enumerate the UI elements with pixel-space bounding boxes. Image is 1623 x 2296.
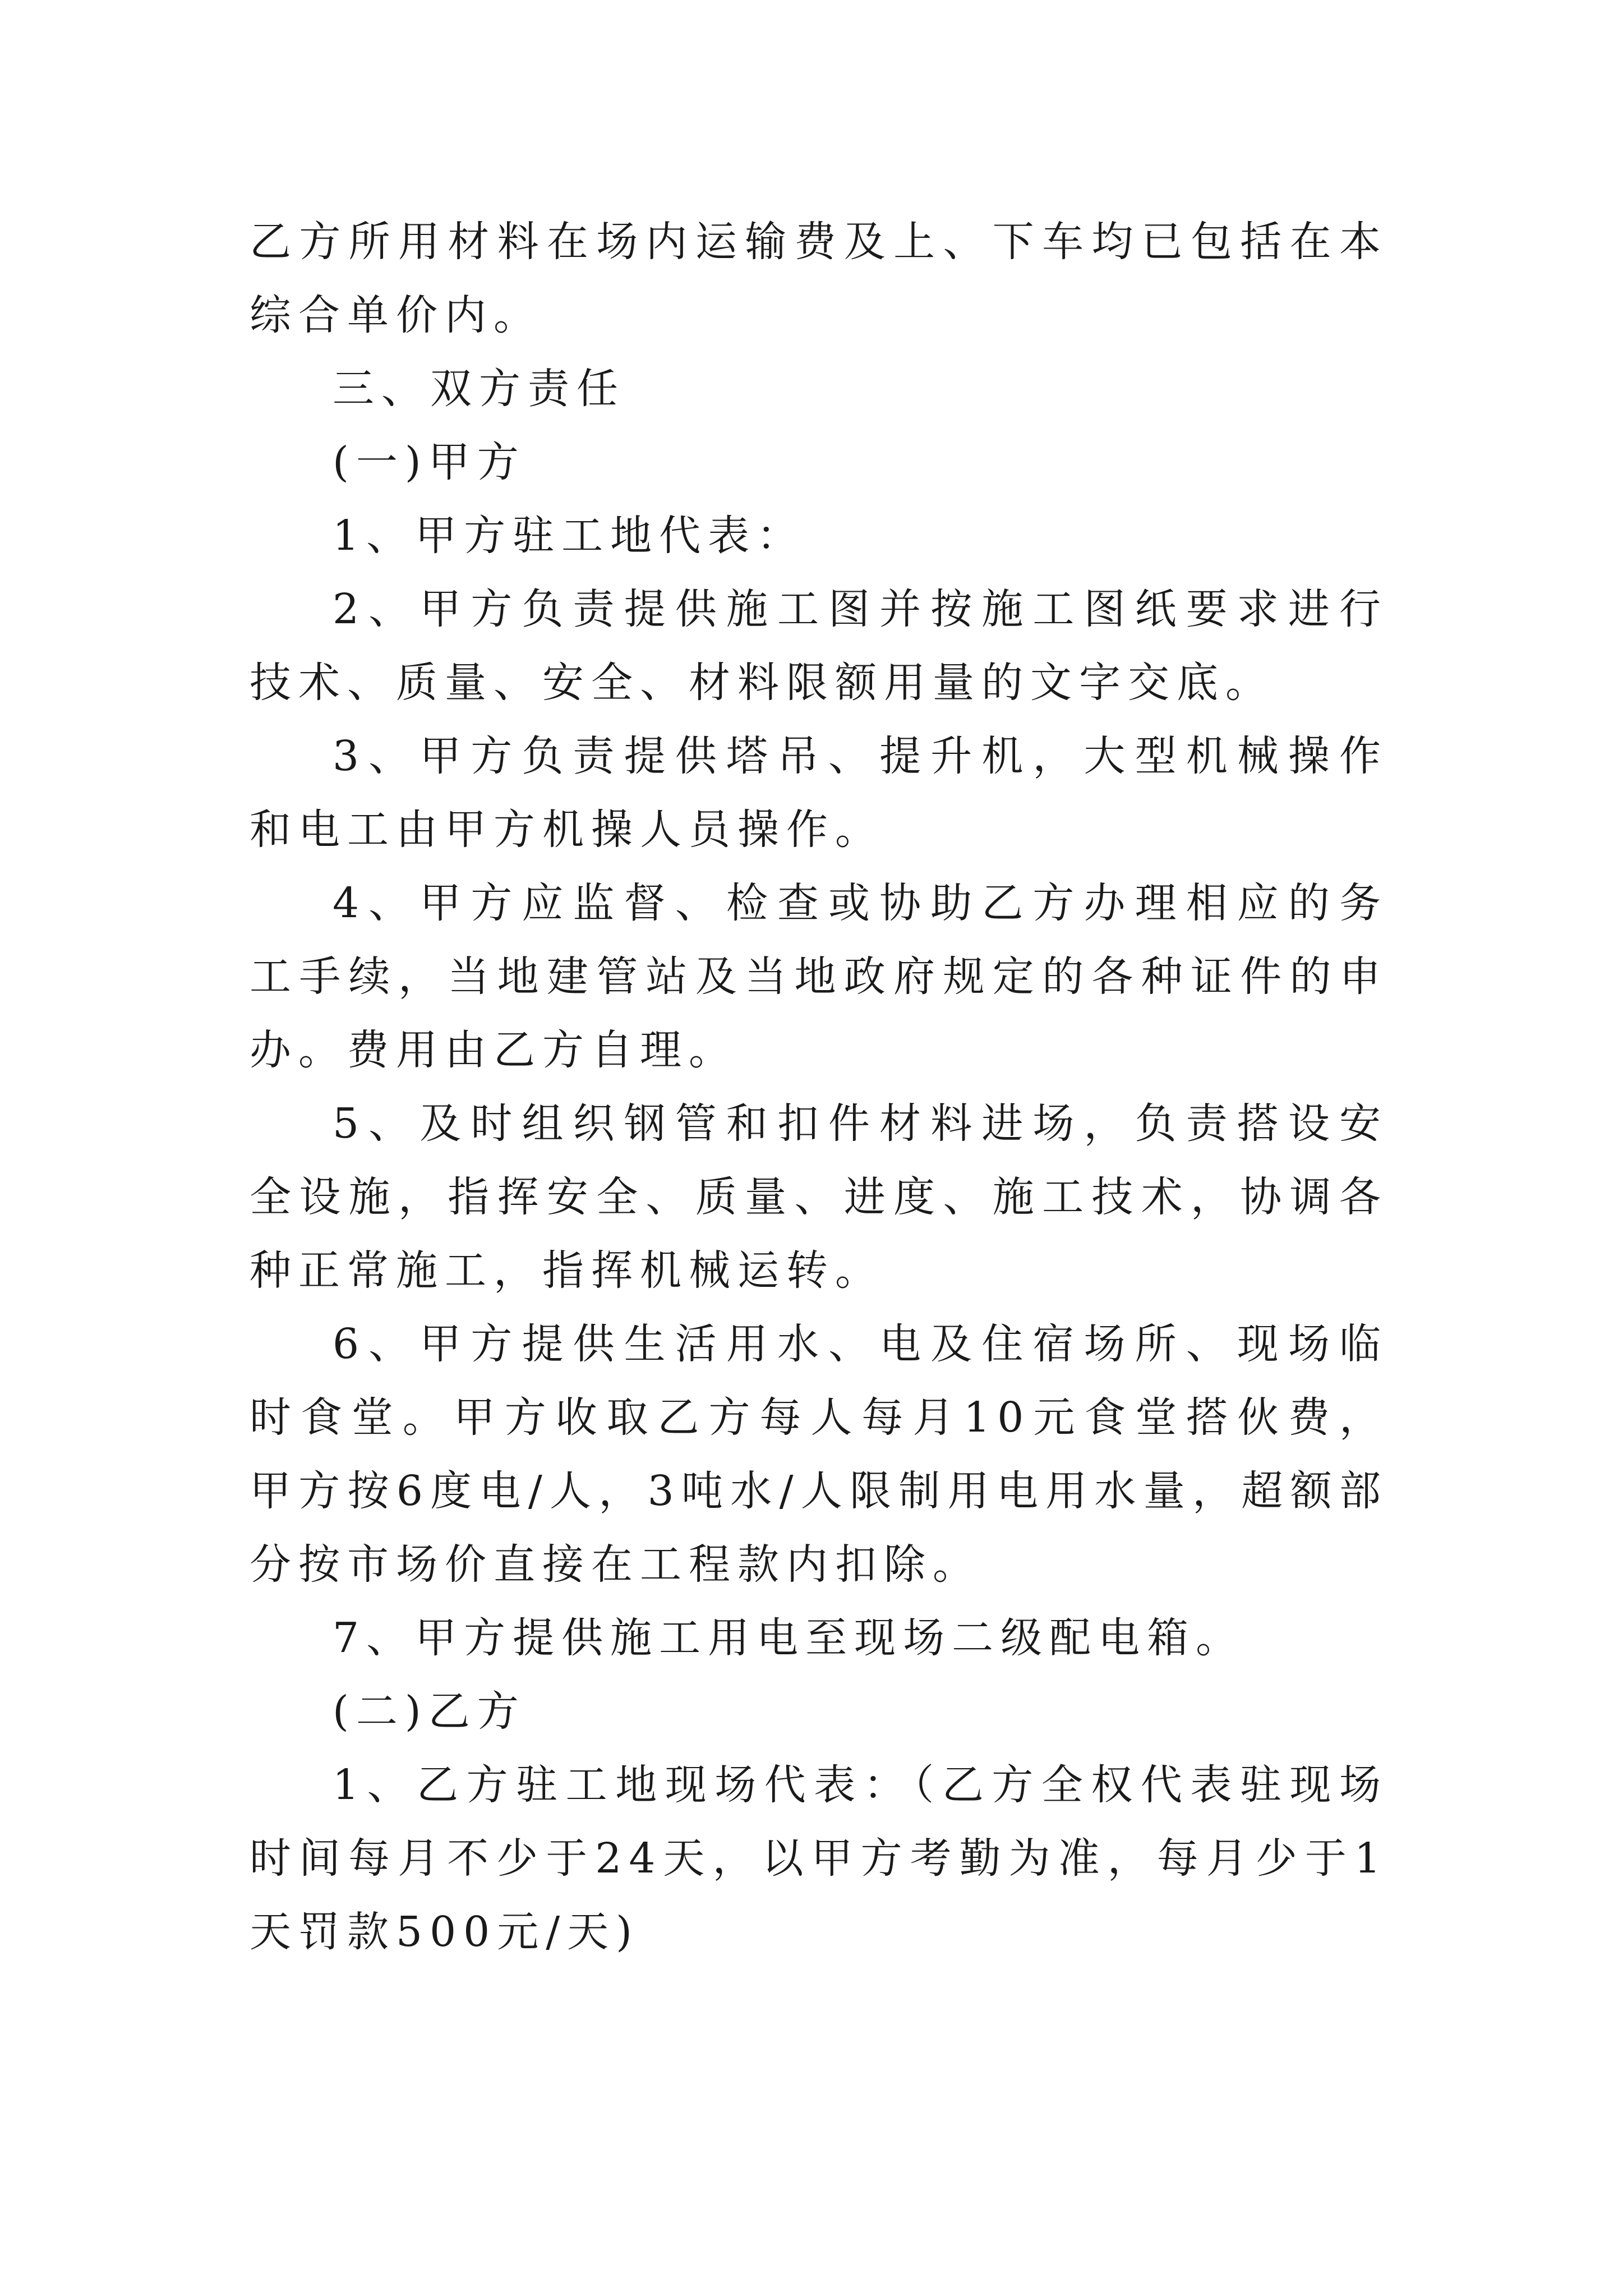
clause-a-5: 5、及时组织钢管和扣件材料进场，负责搭设安全设施，指挥安全、质量、进度、施工技术，协调各种正常施工，指挥机械运转。: [250, 1099, 1388, 1295]
clause-a-4: 4、甲方应监督、检查或协助乙方办理相应的务工手续，当地建管站及当地政府规定的各种证件的申办。费用由乙方自理。: [250, 879, 1388, 1074]
section-heading-responsibilities: 三、双方责任: [333, 365, 625, 413]
paragraph-material-transport: 乙方所用材料在场内运输费及上、下车均已包括在本综合单价内。: [250, 218, 1388, 339]
clause-a-2: 2、甲方负责提供施工图并按施工图纸要求进行技术、质量、安全、材料限额用量的文字交底。: [250, 585, 1388, 707]
subsection-heading-party-b: (二)乙方: [333, 1687, 526, 1736]
clause-a-6: 6、甲方提供生活用水、电及住宿场所、现场临时食堂。甲方收取乙方每人每月10元食堂搭伙费，甲方按6度电/人，3吨水/人限制用电用水量，超额部分按市场价直接在工程款内扣除。: [250, 1320, 1388, 1589]
subsection-heading-party-a: (一)甲方: [333, 438, 526, 486]
clause-a-3: 3、甲方负责提供塔吊、提升机，大型机械操作和电工由甲方机操人员操作。: [250, 732, 1388, 854]
clause-a-7: 7、甲方提供施工用电至现场二级配电箱。: [333, 1614, 1245, 1662]
document-body: [250, 205, 1388, 1969]
clause-a-1: 1、甲方驻工地代表：: [333, 512, 806, 560]
clause-b-1: 1、乙方驻工地现场代表：（乙方全权代表驻现场时间每月不少于24天，以甲方考勤为准，每月少于1天罚款500元/天): [250, 1761, 1388, 1956]
